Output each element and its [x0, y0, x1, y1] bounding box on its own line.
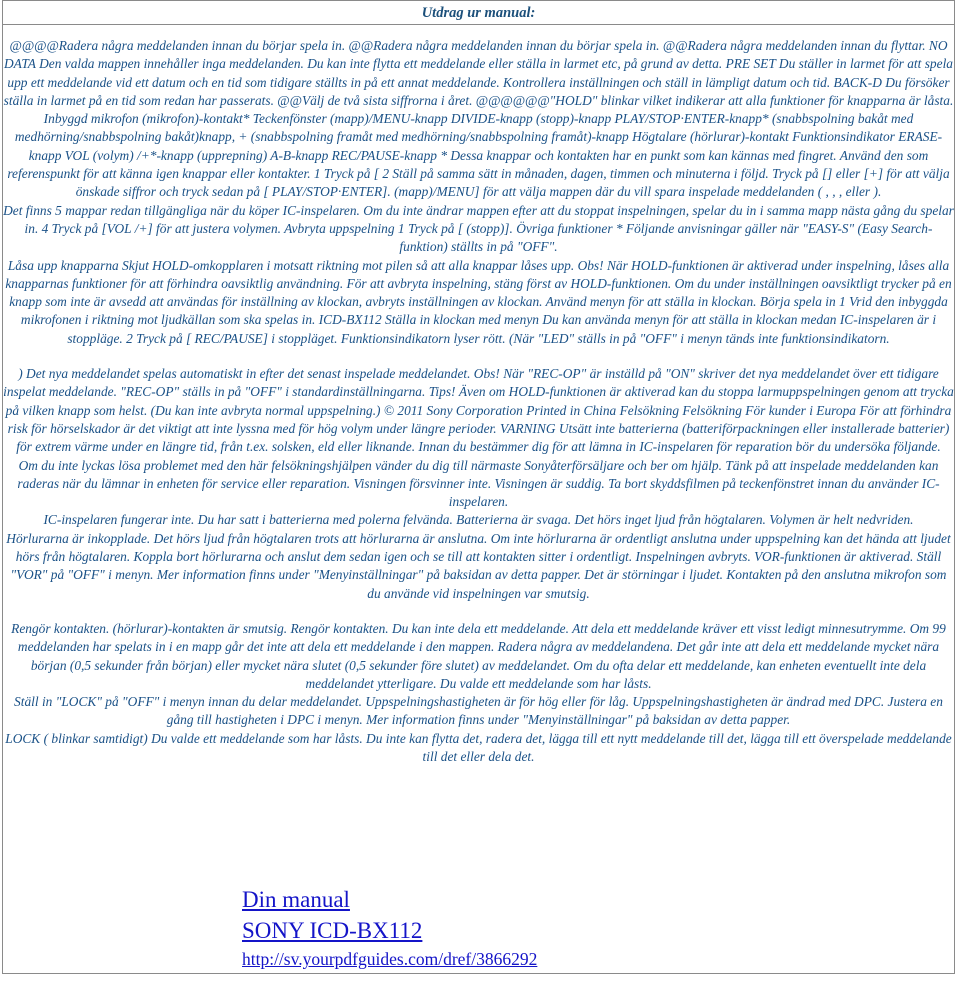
manual-url-link[interactable]: http://sv.yourpdfguides.com/dref/3866292: [242, 949, 538, 969]
paragraph: ) Det nya meddelandet spelas automatiskt in efter det senast inspelade meddelandet. Obs! När "REC-OP" är inställd på "ON" skriver det nya meddelandet över ett tidigare inspelat meddelande. "REC-OP" ställs in på "OFF" i standardinställningarna. Tips! Även om HOLD-funktionen är aktiverad kan du stoppa larmuppspelningen genom att trycka på vilken knapp som helst. (Du kan inte avbryta normal uppspelning.) © 2011 Sony Corporation Printed in China Felsökning Felsökning För kunder i Europa För att förhindra risk för hörselskador är det viktigt att inte lyssna med för hög volym under längre perioder. VARNING Utsätt inte batterierna (batteriförpackningen eller installerade batterier) för extrem värme under en längre tid, från t.ex. solsken, eld eller liknande. Innan du bestämmer dig för att lämna in IC-inspelaren för reparation bör du undersöka följande.: [3, 366, 954, 455]
product-link[interactable]: SONY ICD-BX112: [242, 918, 423, 943]
paragraph: Rengör kontakten. (hörlurar)-kontakten är smutsig. Rengör kontakten. Du kan inte dela ett meddelande. Att dela ett meddelande kräver ett visst ledigt minnesutrymme. Om 99 meddelanden har spelats in i en mapp går det inte att dela ett meddelande i den mappen. Radera några av meddelandena. Det går inte att dela ett meddelande mycket nära början (0,5 sekunder från början) eller mycket nära slutet (0,5 sekunder före slutet) av meddelandet. Om du ofta delar ett meddelande, kan enheten eventuellt inte dela meddelandet ytterligare. Du valde ett meddelande som har låsts.: [11, 620, 946, 691]
paragraph: Hörlurarna är inkopplade. Det hörs ljud från högtalaren trots att hörlurarna är anslutna. Om inte hörlurarna är ordentligt anslutna under uppspelning kan det hända att ljudet hörs från högtalaren. Koppla bort hörlurarna och anslut dem sedan igen och se till att kontakten sitter i ordentligt. Inspelningen avbryts. VOR-funktionen är aktiverad. Ställ "VOR" på "OFF" i menyn. Mer information finns under "Menyinställningar" på baksidan av detta papper. Det är störningar i ljudet. Kontakten på den anslutna mikrofon som du använde vid inspelningen var smutsig.: [6, 530, 951, 601]
paragraph: Inbyggd mikrofon (mikrofon)-kontakt* Teckenfönster (mapp)/MENU-knapp DIVIDE-knapp (stopp)-knapp PLAY/STOP·ENTER-knapp* (snabbspolning bakåt med medhörning/snabbspolning bakåt)knapp, + (snabbspolning framåt med medhörning/snabbspolning framåt)-knapp Högtalare (hörlurar)-kontakt Funktionsindikator ERASE-knapp VOL (volym) /+*-knapp (upprepning) A-B-knapp REC/PAUSE-knapp * Dessa knappar och kontakten har en punkt som kan kännas med fingret. Använd den som referenspunkt för att känna igen knappar eller kontakter. 1 Tryck på [ 2 Ställ på samma sätt in månaden, dagen, timmen och minuterna i följd. Tryck på [] eller [+] för att välja önskade siffror och tryck sedan på [ PLAY/STOP·ENTER]. (mapp)/MENU] för att välja mappen där du vill spara inspelade meddelanden ( , , , eller ).: [7, 111, 950, 200]
paragraph: Det finns 5 mappar redan tillgängliga när du köper IC-inspelaren. Om du inte ändrar mappen efter att du stoppat inspelningen, spelar du in i samma mapp nästa gång du spelar in. 4 Tryck på [VOL /+] för att justera volymen. Avbryta uppspelning 1 Tryck på [ (stopp)]. Övriga funktioner * Följande anvisningar gäller när "EASY-S" (Easy Search-funktion) ställts in på "OFF".: [3, 202, 954, 255]
paragraph: Om du inte lyckas lösa problemet med den här felsökningshjälpen vänder du dig till närmaste Sonyåterförsäljare och ber om hjälp. Tänk på att inspelade meddelanden kan raderas när du lämnar in enheten för service eller reparation. Visningen försvinner inte. Visningen är suddig. Ta bort skyddsfilmen på teckenfönstret innan du använder IC-inspelaren.: [17, 457, 940, 510]
paragraph: Låsa upp knapparna Skjut HOLD-omkopplaren i motsatt riktning mot pilen så att alla knappar låses upp. Obs! När HOLD-funktionen är aktiverad under inspelning, låses alla knapparnas funktioner för att förhindra oavsiktlig användning. För att avbryta inspelning, stäng först av HOLD-funktionen. Om du under inställningen oavsiktligt trycker på en knapp som inte är avsedd att användas för inställning av klockan, avbryts inställningen av klockan. Använd menyn för att ställa in klockan. Börja spela in 1 Vrid den inbyggda mikrofonen i riktning mot ljudkällan som ska spelas in. ICD-BX112 Ställa in klockan med menyn Du kan använda menyn för att ställa in klockan medan IC-inspelaren är i stoppläge. 2 Tryck på [ REC/PAUSE] i stoppläget. Funktionsindikatorn lyser rött. (När "LED" ställs in på "OFF" i menyn tänds inte funktionsindikatorn.: [5, 257, 952, 346]
excerpt-title: Utdrag ur manual:: [3, 1, 954, 25]
manual-link[interactable]: Din manual: [242, 887, 350, 912]
paragraph: LOCK ( blinkar samtidigt) Du valde ett meddelande som har låsts. Du inte kan flytta det, radera det, lägga till ett nytt meddelande till det, lägga till ett överspelade meddelande till det eller dela det.: [5, 730, 952, 764]
spacer: [3, 348, 954, 365]
paragraph: @@@@Radera några meddelanden innan du börjar spela in. @@Radera några meddelanden innan du börjar spela in. @@Radera några meddelanden innan du flyttar. NO DATA Den valda mappen innehåller inga meddelanden. Du kan inte flytta ett meddelande eller ställa in larmet etc, på grund av detta. PRE SET Du ställer in larmet för att spela upp ett meddelande vid ett datum och en tid som tidigare ställts in på ett annat meddelande. Kontrollera inställningen och ställ in lämpligt datum och tid. BACK-D Du försöker ställa in larmet på en tid som redan har passerats. @@Välj de två sista siffrorna i året. @@@@@@"HOLD" blinkar vilket indikerar att alla funktioner för knapparna är låsta.: [3, 38, 954, 108]
manual-excerpt-frame: [2, 0, 955, 974]
paragraph: IC-inspelaren fungerar inte. Du har satt i batterierna med polerna felvända. Batterierna är svaga. Det hörs inget ljud från högtalaren. Volymen är helt nedvriden.: [43, 512, 914, 528]
spacer: [3, 603, 954, 620]
excerpt-body: [3, 25, 954, 766]
paragraph: Ställ in "LOCK" på "OFF" i menyn innan du delar meddelandet. Uppspelningshastigheten är för hög eller för låg. Uppspelningshastigheten är ändrad med DPC. Justera en gång till hastigheten i DPC i menyn. Mer information finns under "Menyinställningar" på baksidan av detta papper.: [14, 694, 943, 728]
footer-links: [242, 884, 537, 972]
